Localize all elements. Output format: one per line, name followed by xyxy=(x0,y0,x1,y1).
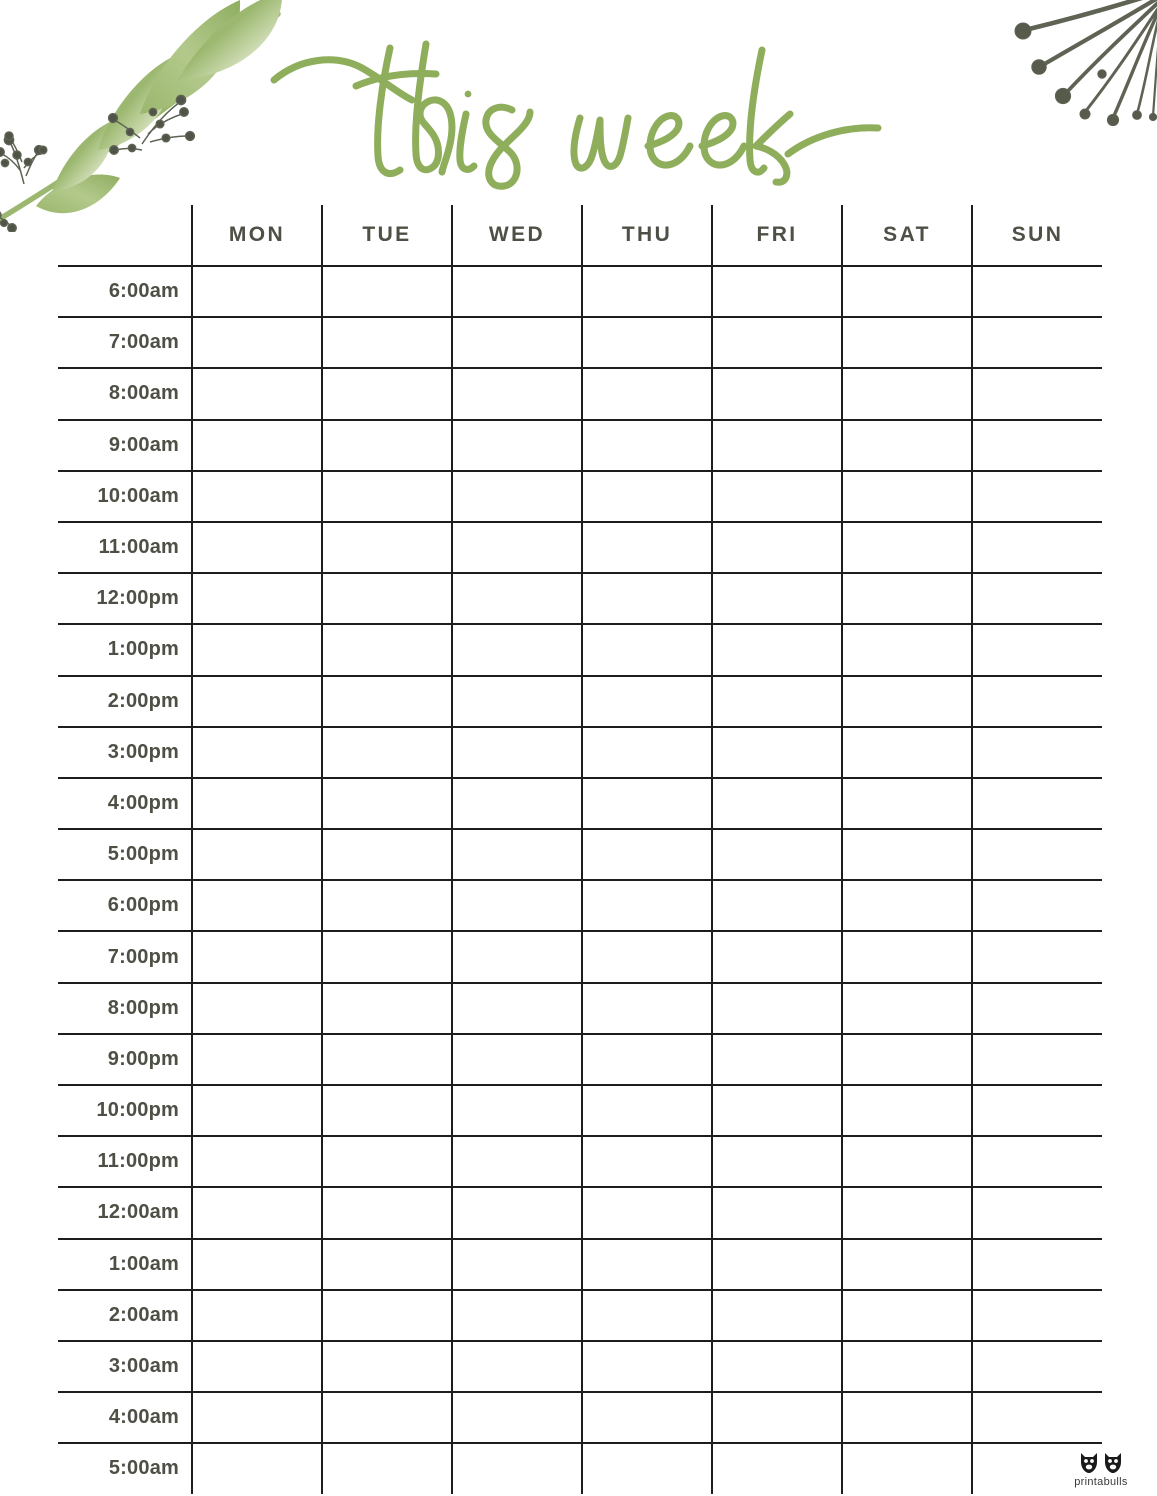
schedule-cell-fri[interactable] xyxy=(712,1341,842,1392)
schedule-cell-fri[interactable] xyxy=(712,727,842,778)
time-label: 6:00pm xyxy=(58,880,192,931)
schedule-cell-thu[interactable] xyxy=(582,420,712,471)
schedule-cell-mon[interactable] xyxy=(192,778,322,829)
schedule-cell-thu[interactable] xyxy=(582,1187,712,1238)
schedule-cell-sat[interactable] xyxy=(842,420,972,471)
schedule-cell-thu[interactable] xyxy=(582,317,712,368)
schedule-cell-mon[interactable] xyxy=(192,573,322,624)
time-label: 4:00am xyxy=(58,1392,192,1443)
schedule-cell-thu[interactable] xyxy=(582,778,712,829)
time-label: 12:00pm xyxy=(58,573,192,624)
brand-logo xyxy=(1059,1449,1143,1488)
day-header-row xyxy=(58,205,1102,266)
schedule-cell-wed[interactable] xyxy=(452,420,582,471)
schedule-cell-sat[interactable] xyxy=(842,983,972,1034)
schedule-cell-thu[interactable] xyxy=(582,983,712,1034)
day-header-fri: FRI xyxy=(712,205,842,266)
schedule-cell-sat[interactable] xyxy=(842,1443,972,1493)
schedule-cell-tue[interactable] xyxy=(322,317,452,368)
schedule-cell-fri[interactable] xyxy=(712,1034,842,1085)
schedule-cell-wed[interactable] xyxy=(452,1341,582,1392)
schedule-cell-mon[interactable] xyxy=(192,266,322,317)
schedule-cell-sun[interactable] xyxy=(972,931,1102,982)
schedule-cell-wed[interactable] xyxy=(452,1290,582,1341)
schedule-row xyxy=(58,368,1102,419)
schedule-cell-sat[interactable] xyxy=(842,471,972,522)
time-label: 10:00pm xyxy=(58,1085,192,1136)
schedule-cell-wed[interactable] xyxy=(452,1085,582,1136)
schedule-cell-sun[interactable] xyxy=(972,1392,1102,1443)
schedule-cell-mon[interactable] xyxy=(192,676,322,727)
schedule-cell-wed[interactable] xyxy=(452,778,582,829)
schedule-row xyxy=(58,317,1102,368)
schedule-cell-wed[interactable] xyxy=(452,368,582,419)
schedule-cell-sat[interactable] xyxy=(842,727,972,778)
schedule-cell-sun[interactable] xyxy=(972,727,1102,778)
schedule-cell-mon[interactable] xyxy=(192,368,322,419)
schedule-cell-tue[interactable] xyxy=(322,624,452,675)
time-label: 9:00pm xyxy=(58,1034,192,1085)
schedule-cell-fri[interactable] xyxy=(712,317,842,368)
day-header-tue: TUE xyxy=(322,205,452,266)
schedule-row xyxy=(58,676,1102,727)
schedule-cell-wed[interactable] xyxy=(452,727,582,778)
time-label: 7:00pm xyxy=(58,931,192,982)
schedule-cell-wed[interactable] xyxy=(452,1034,582,1085)
schedule-cell-fri[interactable] xyxy=(712,1085,842,1136)
schedule-cell-wed[interactable] xyxy=(452,880,582,931)
time-label: 2:00am xyxy=(58,1290,192,1341)
schedule-cell-tue[interactable] xyxy=(322,1392,452,1443)
schedule-cell-wed[interactable] xyxy=(452,676,582,727)
schedule-cell-tue[interactable] xyxy=(322,778,452,829)
schedule-row xyxy=(58,778,1102,829)
schedule-cell-sun[interactable] xyxy=(972,1239,1102,1290)
schedule-cell-sat[interactable] xyxy=(842,368,972,419)
day-header-wed: WED xyxy=(452,205,582,266)
schedule-cell-thu[interactable] xyxy=(582,727,712,778)
time-label: 3:00am xyxy=(58,1341,192,1392)
schedule-cell-sun[interactable] xyxy=(972,1136,1102,1187)
schedule-cell-fri[interactable] xyxy=(712,1443,842,1493)
schedule-cell-fri[interactable] xyxy=(712,266,842,317)
schedule-cell-fri[interactable] xyxy=(712,471,842,522)
schedule-cell-mon[interactable] xyxy=(192,931,322,982)
schedule-row xyxy=(58,1136,1102,1187)
time-label: 10:00am xyxy=(58,471,192,522)
schedule-cell-thu[interactable] xyxy=(582,573,712,624)
schedule-cell-fri[interactable] xyxy=(712,1290,842,1341)
schedule-cell-sun[interactable] xyxy=(972,1187,1102,1238)
schedule-cell-tue[interactable] xyxy=(322,829,452,880)
schedule-cell-thu[interactable] xyxy=(582,676,712,727)
schedule-cell-fri[interactable] xyxy=(712,676,842,727)
schedule-cell-mon[interactable] xyxy=(192,1136,322,1187)
schedule-cell-tue[interactable] xyxy=(322,1443,452,1493)
schedule-cell-sat[interactable] xyxy=(842,1239,972,1290)
schedule-row xyxy=(58,1443,1102,1493)
schedule-cell-sun[interactable] xyxy=(972,471,1102,522)
time-label: 1:00pm xyxy=(58,624,192,675)
schedule-cell-sat[interactable] xyxy=(842,1085,972,1136)
schedule-cell-sun[interactable] xyxy=(972,573,1102,624)
schedule-cell-sun[interactable] xyxy=(972,1341,1102,1392)
time-label: 11:00pm xyxy=(58,1136,192,1187)
schedule-cell-sun[interactable] xyxy=(972,983,1102,1034)
schedule-cell-fri[interactable] xyxy=(712,931,842,982)
time-label: 8:00pm xyxy=(58,983,192,1034)
schedule-cell-wed[interactable] xyxy=(452,1136,582,1187)
schedule-cell-thu[interactable] xyxy=(582,471,712,522)
schedule-row xyxy=(58,573,1102,624)
schedule-cell-sat[interactable] xyxy=(842,931,972,982)
schedule-cell-thu[interactable] xyxy=(582,931,712,982)
schedule-cell-fri[interactable] xyxy=(712,368,842,419)
schedule-cell-thu[interactable] xyxy=(582,1392,712,1443)
schedule-row xyxy=(58,829,1102,880)
schedule-cell-wed[interactable] xyxy=(452,931,582,982)
schedule-cell-mon[interactable] xyxy=(192,624,322,675)
time-label: 8:00am xyxy=(58,368,192,419)
schedule-cell-wed[interactable] xyxy=(452,573,582,624)
schedule-row xyxy=(58,983,1102,1034)
schedule-cell-sun[interactable] xyxy=(972,829,1102,880)
schedule-cell-thu[interactable] xyxy=(582,266,712,317)
schedule-cell-tue[interactable] xyxy=(322,1239,452,1290)
schedule-row xyxy=(58,1290,1102,1341)
schedule-cell-thu[interactable] xyxy=(582,1443,712,1493)
schedule-cell-fri[interactable] xyxy=(712,778,842,829)
schedule-cell-wed[interactable] xyxy=(452,1443,582,1493)
schedule-cell-mon[interactable] xyxy=(192,1290,322,1341)
time-label: 7:00am xyxy=(58,317,192,368)
schedule-cell-sat[interactable] xyxy=(842,573,972,624)
schedule-cell-sun[interactable] xyxy=(972,778,1102,829)
schedule-cell-sat[interactable] xyxy=(842,829,972,880)
schedule-cell-fri[interactable] xyxy=(712,522,842,573)
time-label: 9:00am xyxy=(58,420,192,471)
time-label: 1:00am xyxy=(58,1239,192,1290)
schedule-cell-thu[interactable] xyxy=(582,1290,712,1341)
schedule-cell-wed[interactable] xyxy=(452,1392,582,1443)
schedule-cell-thu[interactable] xyxy=(582,880,712,931)
time-column-header xyxy=(58,205,192,266)
schedule-row xyxy=(58,931,1102,982)
schedule-cell-wed[interactable] xyxy=(452,1187,582,1238)
time-label: 5:00am xyxy=(58,1443,192,1493)
schedule-cell-fri[interactable] xyxy=(712,420,842,471)
schedule-cell-mon[interactable] xyxy=(192,880,322,931)
schedule-cell-tue[interactable] xyxy=(322,420,452,471)
schedule-cell-sat[interactable] xyxy=(842,1034,972,1085)
schedule-cell-tue[interactable] xyxy=(322,931,452,982)
schedule-cell-sun[interactable] xyxy=(972,1290,1102,1341)
schedule-row xyxy=(58,880,1102,931)
schedule-cell-mon[interactable] xyxy=(192,1085,322,1136)
schedule-cell-thu[interactable] xyxy=(582,624,712,675)
schedule-cell-tue[interactable] xyxy=(322,1290,452,1341)
schedule-cell-tue[interactable] xyxy=(322,727,452,778)
schedule-cell-mon[interactable] xyxy=(192,1341,322,1392)
time-label: 11:00am xyxy=(58,522,192,573)
schedule-cell-sun[interactable] xyxy=(972,420,1102,471)
schedule-cell-wed[interactable] xyxy=(452,317,582,368)
schedule-cell-mon[interactable] xyxy=(192,1443,322,1493)
day-header-sun: SUN xyxy=(972,205,1102,266)
schedule-cell-sat[interactable] xyxy=(842,317,972,368)
schedule-row xyxy=(58,1392,1102,1443)
schedule-cell-tue[interactable] xyxy=(322,880,452,931)
schedule-cell-mon[interactable] xyxy=(192,1239,322,1290)
schedule-cell-thu[interactable] xyxy=(582,829,712,880)
schedule-body xyxy=(58,266,1102,1494)
schedule-cell-tue[interactable] xyxy=(322,1187,452,1238)
schedule-cell-tue[interactable] xyxy=(322,1034,452,1085)
schedule-cell-tue[interactable] xyxy=(322,368,452,419)
schedule-cell-mon[interactable] xyxy=(192,522,322,573)
schedule-cell-sat[interactable] xyxy=(842,676,972,727)
schedule-row xyxy=(58,266,1102,317)
schedule-cell-fri[interactable] xyxy=(712,573,842,624)
time-label: 6:00am xyxy=(58,266,192,317)
time-label: 4:00pm xyxy=(58,778,192,829)
schedule-cell-thu[interactable] xyxy=(582,368,712,419)
schedule-cell-tue[interactable] xyxy=(322,1085,452,1136)
schedule-cell-thu[interactable] xyxy=(582,1136,712,1187)
schedule-row xyxy=(58,1341,1102,1392)
schedule-cell-tue[interactable] xyxy=(322,573,452,624)
brand-name: printabulls xyxy=(1074,1476,1128,1488)
schedule-cell-wed[interactable] xyxy=(452,522,582,573)
schedule-cell-fri[interactable] xyxy=(712,1239,842,1290)
schedule-cell-sun[interactable] xyxy=(972,676,1102,727)
schedule-cell-sun[interactable] xyxy=(972,266,1102,317)
schedule-cell-mon[interactable] xyxy=(192,983,322,1034)
schedule-cell-tue[interactable] xyxy=(322,1136,452,1187)
schedule-row xyxy=(58,1187,1102,1238)
schedule-cell-wed[interactable] xyxy=(452,624,582,675)
day-header-mon: MON xyxy=(192,205,322,266)
schedule-cell-mon[interactable] xyxy=(192,829,322,880)
schedule-cell-sat[interactable] xyxy=(842,1187,972,1238)
schedule-cell-mon[interactable] xyxy=(192,1392,322,1443)
schedule-cell-sat[interactable] xyxy=(842,522,972,573)
schedule-cell-tue[interactable] xyxy=(322,522,452,573)
schedule-row xyxy=(58,727,1102,778)
schedule-cell-thu[interactable] xyxy=(582,1239,712,1290)
schedule-cell-sat[interactable] xyxy=(842,1290,972,1341)
schedule-cell-fri[interactable] xyxy=(712,983,842,1034)
schedule-cell-tue[interactable] xyxy=(322,1341,452,1392)
schedule-cell-tue[interactable] xyxy=(322,676,452,727)
schedule-cell-thu[interactable] xyxy=(582,1034,712,1085)
schedule-cell-wed[interactable] xyxy=(452,471,582,522)
schedule-cell-tue[interactable] xyxy=(322,266,452,317)
schedule-cell-wed[interactable] xyxy=(452,266,582,317)
schedule-row xyxy=(58,624,1102,675)
schedule-cell-tue[interactable] xyxy=(322,983,452,1034)
schedule-cell-fri[interactable] xyxy=(712,1136,842,1187)
schedule-row xyxy=(58,471,1102,522)
time-label: 5:00pm xyxy=(58,829,192,880)
time-label: 12:00am xyxy=(58,1187,192,1238)
schedule-cell-sat[interactable] xyxy=(842,880,972,931)
schedule-cell-sun[interactable] xyxy=(972,1085,1102,1136)
schedule-row xyxy=(58,1239,1102,1290)
schedule-cell-mon[interactable] xyxy=(192,727,322,778)
time-label: 2:00pm xyxy=(58,676,192,727)
schedule-cell-sat[interactable] xyxy=(842,1341,972,1392)
schedule-cell-mon[interactable] xyxy=(192,420,322,471)
schedule-cell-fri[interactable] xyxy=(712,829,842,880)
schedule-row xyxy=(58,420,1102,471)
schedule-cell-fri[interactable] xyxy=(712,624,842,675)
schedule-cell-sun[interactable] xyxy=(972,1034,1102,1085)
schedule-cell-sat[interactable] xyxy=(842,266,972,317)
schedule-cell-fri[interactable] xyxy=(712,880,842,931)
schedule-cell-mon[interactable] xyxy=(192,1187,322,1238)
schedule-cell-mon[interactable] xyxy=(192,317,322,368)
schedule-cell-wed[interactable] xyxy=(452,983,582,1034)
bulldog-pair-logo-icon xyxy=(1078,1449,1124,1475)
schedule-cell-sun[interactable] xyxy=(972,522,1102,573)
day-header-sat: SAT xyxy=(842,205,972,266)
schedule-cell-thu[interactable] xyxy=(582,1085,712,1136)
schedule-row xyxy=(58,1034,1102,1085)
schedule-row xyxy=(58,1085,1102,1136)
schedule-cell-sat[interactable] xyxy=(842,624,972,675)
schedule-cell-sun[interactable] xyxy=(972,317,1102,368)
schedule-cell-sat[interactable] xyxy=(842,1392,972,1443)
schedule-table xyxy=(58,205,1102,1494)
schedule-cell-sun[interactable] xyxy=(972,624,1102,675)
schedule-cell-wed[interactable] xyxy=(452,1239,582,1290)
schedule-cell-fri[interactable] xyxy=(712,1392,842,1443)
schedule-cell-thu[interactable] xyxy=(582,522,712,573)
schedule-cell-thu[interactable] xyxy=(582,1341,712,1392)
schedule-cell-mon[interactable] xyxy=(192,471,322,522)
schedule-cell-mon[interactable] xyxy=(192,1034,322,1085)
day-header-thu: THU xyxy=(582,205,712,266)
schedule-cell-sat[interactable] xyxy=(842,1136,972,1187)
schedule-cell-sat[interactable] xyxy=(842,778,972,829)
time-label: 3:00pm xyxy=(58,727,192,778)
schedule-cell-wed[interactable] xyxy=(452,829,582,880)
schedule-cell-tue[interactable] xyxy=(322,471,452,522)
schedule-cell-sun[interactable] xyxy=(972,880,1102,931)
schedule-row xyxy=(58,522,1102,573)
schedule-cell-fri[interactable] xyxy=(712,1187,842,1238)
schedule-cell-sun[interactable] xyxy=(972,368,1102,419)
